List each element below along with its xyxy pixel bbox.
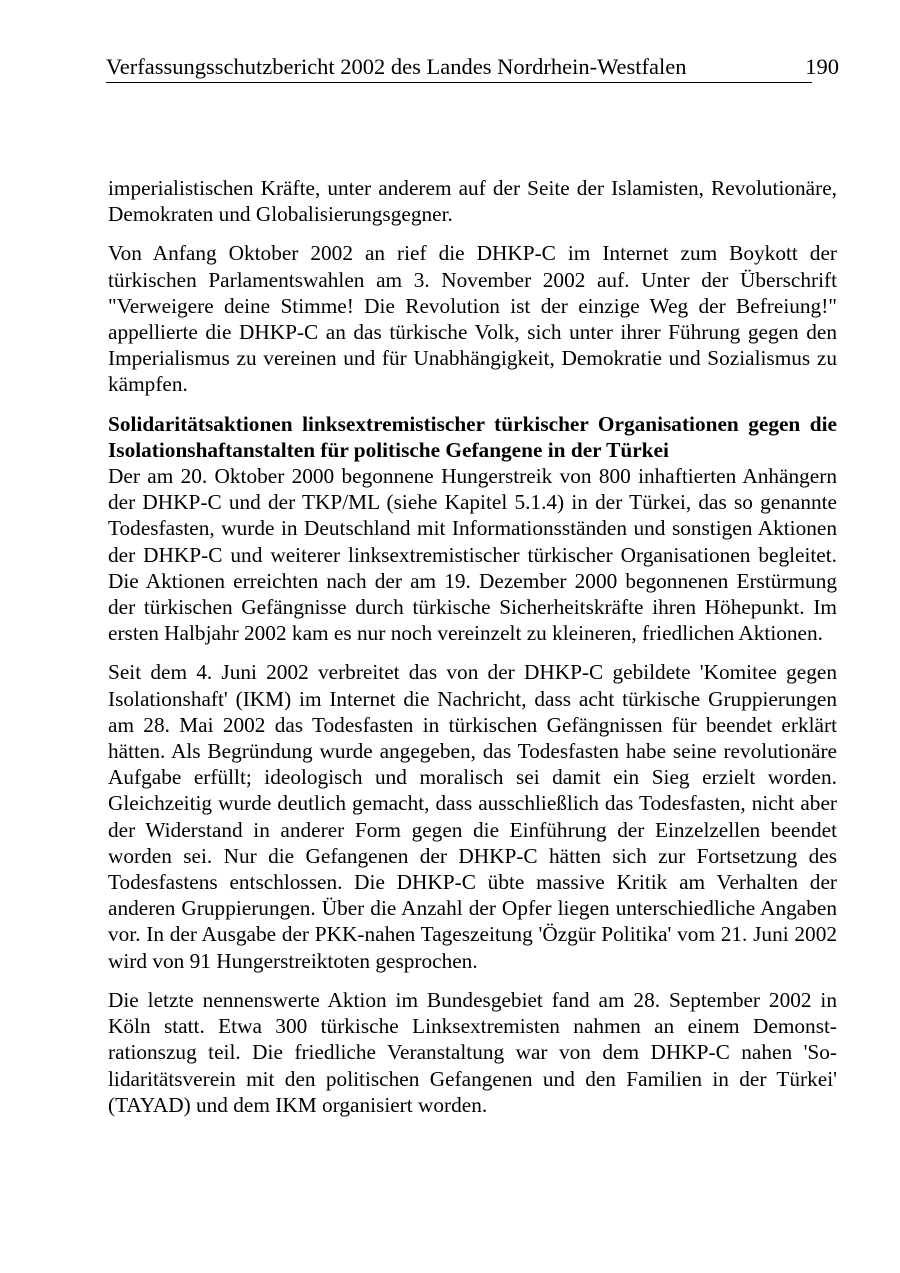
paragraph: Seit dem 4. Juni 2002 verbreitet das von der DHKP-C gebildete 'Komitee gegen Isolationshaft' (IKM) im Internet die Nachricht, dass acht türkische Gruppierungen am 28. Mai 2002 das Todesfasten in türkischen Gefängnissen für beendet erklärt hätten. Als Begründung wurde angegeben, das Todesfasten habe seine revolutionäre Aufgabe erfüllt; ideologisch und moralisch sei damit ein Sieg erzielt worden. Gleichzeitig wurde deutlich gemacht, dass ausschließlich das Todesfasten, nicht aber der Widerstand in anderer Form gegen die Einführung der Einzelzellen beendet worden sei. Nur die Gefangenen der DHKP-C hätten sich zur Fortsetzung des Todesfastens entschlossen. Die DHKP-C übte massive Kritik am Verhalten der anderen Gruppierungen. Über die Anzahl der Opfer liegen unterschiedliche Angaben vor. In der Ausgabe der PKK-nahen Tageszeitung 'Özgür Politika' vom 21. Juni 2002 wird von 91 Hungerstreiktoten gesprochen. [108, 660, 837, 973]
page-header [106, 52, 839, 82]
paragraph: Die letzte nennenswerte Aktion im Bundesgebiet fand am 28. September 2002 in Köln statt. Etwa 300 türkische Linksextremisten nahmen an einem Demonstrationszug teil. Die friedliche Veranstaltung war von dem DHKP-C nahen 'Solidaritätsverein mit den politischen Gefangenen und den Familien in der Türkei' (TAYAD) und dem IKM organisiert worden. [108, 987, 837, 1117]
page-number: 190 [805, 54, 839, 79]
paragraph: imperialistischen Kräfte, unter anderem auf der Seite der Islamisten, Revolutionäre, Demokraten und Globalisierungsgegner. [108, 176, 837, 227]
document-body [108, 175, 837, 1131]
running-header-title: Verfassungsschutzbericht 2002 des Landes Nordrhein-Westfalen [106, 54, 687, 79]
header-rule [106, 82, 812, 83]
paragraph: Der am 20. Oktober 2000 begonnene Hungerstreik von 800 inhaftierten Anhängern der DHKP-C und der TKP/ML (siehe Kapitel 5.1.4) in der Türkei, das so genannte Todesfasten, wurde in Deutschland mit Informationsständen und sonstigen Aktionen der DHKP-C und weiterer linksextremistischer türkischer Organisationen begleitet. Die Aktionen erreichten nach der am 19. Dezember 2000 begonnenen Erstürmung der türkischen Gefängnisse durch türkische Sicherheitskräfte ihren Höhepunkt. Im ersten Halbjahr 2002 kam es nur noch vereinzelt zu kleineren, friedlichen Aktionen. [108, 464, 837, 646]
paragraph: Von Anfang Oktober 2002 an rief die DHKP-C im Internet zum Boykott der türkischen Parlamentswahlen am 3. November 2002 auf. Unter der Überschrift "Verweigere deine Stimme! Die Revolution ist der einzige Weg der Befreiung!" appellierte die DHKP-C an das türkische Volk, sich unter ihrer Führung gegen den Imperialismus zu vereinen und für Unabhängigkeit, Demokratie und Sozialismus zu kämpfen. [108, 241, 837, 397]
section-heading: Solidaritätsaktionen linksextremistischer türkischer Organisationen gegen die Isolationshaftanstalten für politische Gefangene in der Türkei [108, 411, 837, 462]
